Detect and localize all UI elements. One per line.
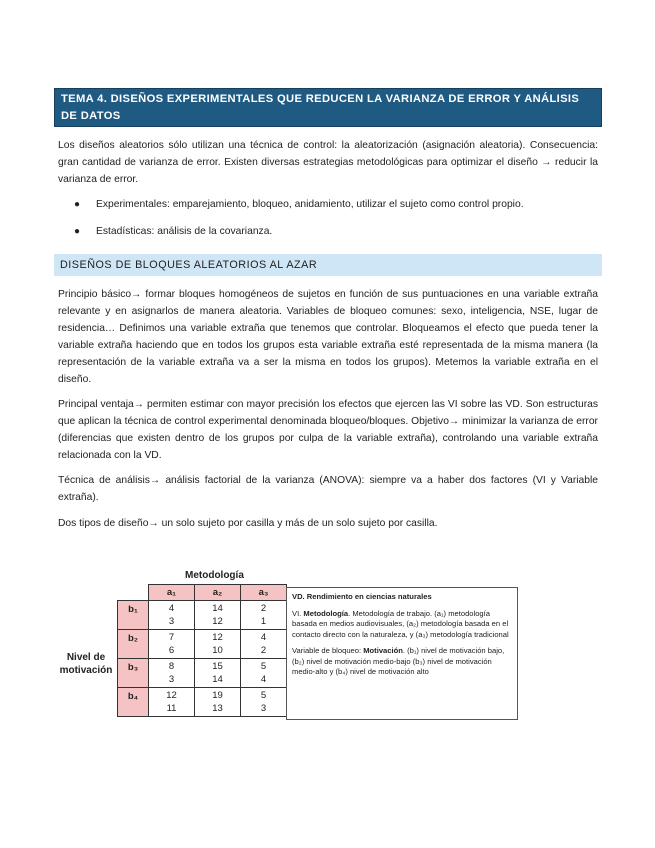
table-cell: 2 1	[241, 601, 287, 630]
chapter-title-bar	[54, 88, 602, 127]
table-cell: 7 6	[149, 630, 195, 659]
figure-legend	[286, 587, 518, 720]
table-cell: 5 4	[241, 659, 287, 688]
table-cell: 12 11	[149, 688, 195, 717]
figure-row-header: Nivel de motivación	[59, 652, 113, 676]
figure-column-header: Metodología	[185, 570, 244, 581]
block-design-table	[117, 584, 287, 717]
paragraph-design-types: Dos tipos de diseño→ un solo sujeto por casilla y más de un solo sujeto por casilla.	[58, 518, 438, 529]
block-label: b₂	[118, 630, 149, 659]
table-row	[118, 630, 287, 659]
chapter-title: TEMA 4. DISEÑOS EXPERIMENTALES QUE REDUCEN LA VARIANZA DE ERROR Y ANÁLISIS DE DATOS	[61, 93, 580, 122]
legend-dependent-variable: VD. Rendimiento en ciencias naturales	[292, 592, 432, 601]
paragraph-advantage: Principal ventaja→ permiten estimar con mayor precisión los efectos que ejercen las VI sobre las VD. Son estructuras que aplican la técnica de control experimental denominada bloqueo/bloques. Objetivo→ minimizar la varianza de error (diferencias que existen dentro de los grupos por culpa de la variable extraña), controlando una variable extraña relacionada con la VD.	[58, 399, 598, 461]
table-cell: 19 13	[195, 688, 241, 717]
table-cell: 15 14	[195, 659, 241, 688]
section-heading: DISEÑOS DE BLOQUES ALEATORIOS AL AZAR	[60, 259, 318, 271]
block-label: b₄	[118, 688, 149, 717]
table-row	[118, 601, 287, 630]
list-item: ● Estadísticas: análisis de la covarianza.	[58, 223, 598, 240]
strategy-list	[58, 196, 598, 250]
list-item: ● Experimentales: emparejamiento, bloqueo, anidamiento, utilizar el sujeto como control propio.	[58, 196, 598, 213]
column-header-a2: a₂	[195, 585, 241, 601]
table-cell: 14 12	[195, 601, 241, 630]
legend-blocking-variable: Variable de bloqueo: Motivación. (b₁) nivel de motivación bajo, (b₂) nivel de motivación medio-bajo (b₃) nivel de motivación medio-alto y (b₄) nivel de motivación alto	[292, 646, 505, 676]
table-cell: 5 3	[241, 688, 287, 717]
table-cell: 4 2	[241, 630, 287, 659]
paragraph-analysis: Técnica de análisis→ análisis factorial de la varianza (ANOVA): siempre va a haber dos factores (VI y Variable extraña).	[58, 475, 598, 503]
section-heading-bar	[54, 254, 602, 276]
table-row	[118, 659, 287, 688]
table-row	[118, 688, 287, 717]
table-cell: 8 3	[149, 659, 195, 688]
block-label: b₁	[118, 601, 149, 630]
table-cell: 4 3	[149, 601, 195, 630]
legend-independent-variable: VI. Metodología. Metodología de trabajo. (a₁) metodología basada en medios audiovisuales, (a₂) metodología basada en el contacto directo con la naturaleza, y (a₃) metodología tradicional	[292, 608, 509, 639]
column-header-a3: a₃	[241, 585, 287, 601]
column-header-a1: a₁	[149, 585, 195, 601]
paragraph-principle: Principio básico→ formar bloques homogéneos de sujetos en función de sus puntuaciones en una variable extraña relevante y en asignarlos de manera aleatoria. Variables de bloqueo comunes: sexo, inteligencia, NSE, lugar de residencia… Definimos una variable extraña que tenemos que controlar. Bloqueamos el efecto que pueda tener la variable extraña haciendo que en todos los grupos esta variable extraña esté representada de la misma manera (la representación de la variable extraña va a ser la misma en todos los grupos). Metemos la variable extraña en el diseño.	[58, 289, 598, 385]
bullet-icon: ●	[74, 199, 81, 210]
table-cell: 12 10	[195, 630, 241, 659]
bullet-icon: ●	[74, 226, 81, 237]
intro-paragraph: Los diseños aleatorios sólo utilizan una técnica de control: la aleatorización (asignación aleatoria). Consecuencia: gran cantidad de varianza de error. Existen diversas estrategias metodológicas para optimizar el diseño → reducir la varianza de error.	[58, 140, 598, 185]
block-label: b₃	[118, 659, 149, 688]
